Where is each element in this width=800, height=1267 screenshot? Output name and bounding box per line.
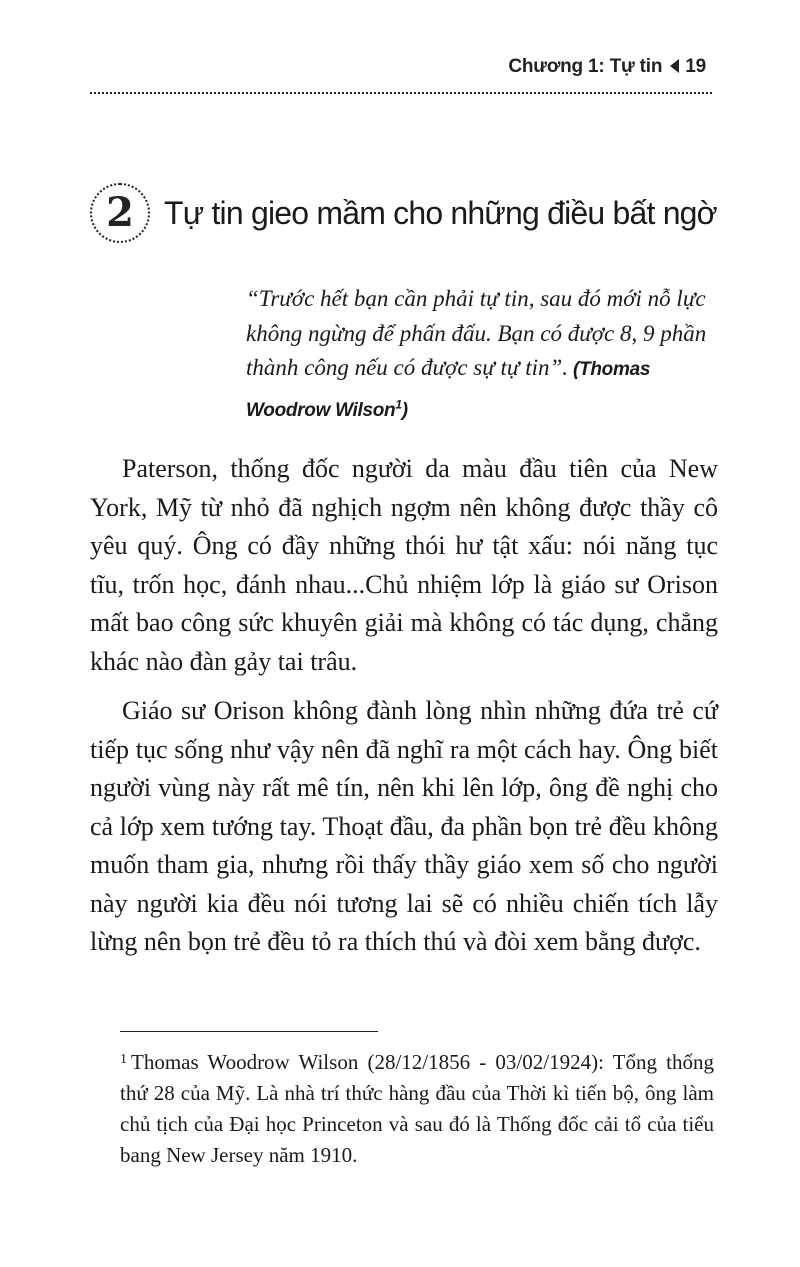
footnote-mark: 1 xyxy=(120,1052,127,1067)
page-number: 19 xyxy=(685,56,706,77)
section-number-badge xyxy=(90,183,150,243)
footnote-reference: 1 xyxy=(395,397,402,412)
paragraph: Giáo sư Orison không đành lòng nhìn những đứa trẻ cứ tiếp tục sống như vậy nên đã nghĩ ra một cách hay. Ông biết người vùng này rất mê tín, nên khi lên lớp, ông đề nghị cho cả lớp xem tướng tay. Thoạt đầu, đa phần bọn trẻ đều không muốn tham gia, nhưng rồi thấy thầy giáo xem số cho người này người kia đều nói tương lai sẽ có nhiều chiến tích lẫy lừng nên bọn trẻ đều tỏ ra thích thú và đòi xem bằng được. xyxy=(90,696,718,956)
paragraph: Paterson, thống đốc người da màu đầu tiên của New York, Mỹ từ nhỏ đã nghịch ngợm nên không được thầy cô yêu quý. Ông có đầy những thói hư tật xấu: nói năng tục tĩu, trốn học, đánh nhau...Chủ nhiệm lớp là giáo sư Orison mất bao công sức khuyên giải mà không có tác dụng, chẳng khác nào đàn gảy tai trâu. xyxy=(90,454,718,676)
triangle-left-icon xyxy=(670,59,679,73)
quote-author-name: (Thomas Woodrow Wilson xyxy=(246,359,651,421)
epigraph-quote xyxy=(246,282,716,428)
quote-text: “Trước hết bạn cần phải tự tin, sau đó mới nỗ lực không ngừng để phấn đấu. Bạn có được 8, 9 phần thành công nếu có được sự tự tin”. xyxy=(246,286,707,380)
quote-author-close: ) xyxy=(401,399,408,421)
footnote xyxy=(120,1044,714,1171)
chapter-title: Chương 1: Tự tin xyxy=(508,56,663,77)
section-title: Tự tin gieo mầm cho những điều bất ngờ xyxy=(164,195,717,231)
body-text xyxy=(90,450,718,973)
running-header xyxy=(90,52,712,94)
footnote-divider xyxy=(120,1031,378,1032)
footnote-text: Thomas Woodrow Wilson (28/12/1856 - 03/02/1924): Tổng thống thứ 28 của Mỹ. Là nhà trí thức hàng đầu của Thời kì tiến bộ, ông làm chủ tịch của Đại học Princeton và sau đó là Thống đốc cải tổ của tiểu bang New Jersey năm 1910. xyxy=(120,1050,714,1167)
header-text xyxy=(508,56,706,78)
section-number: 2 xyxy=(106,189,134,236)
